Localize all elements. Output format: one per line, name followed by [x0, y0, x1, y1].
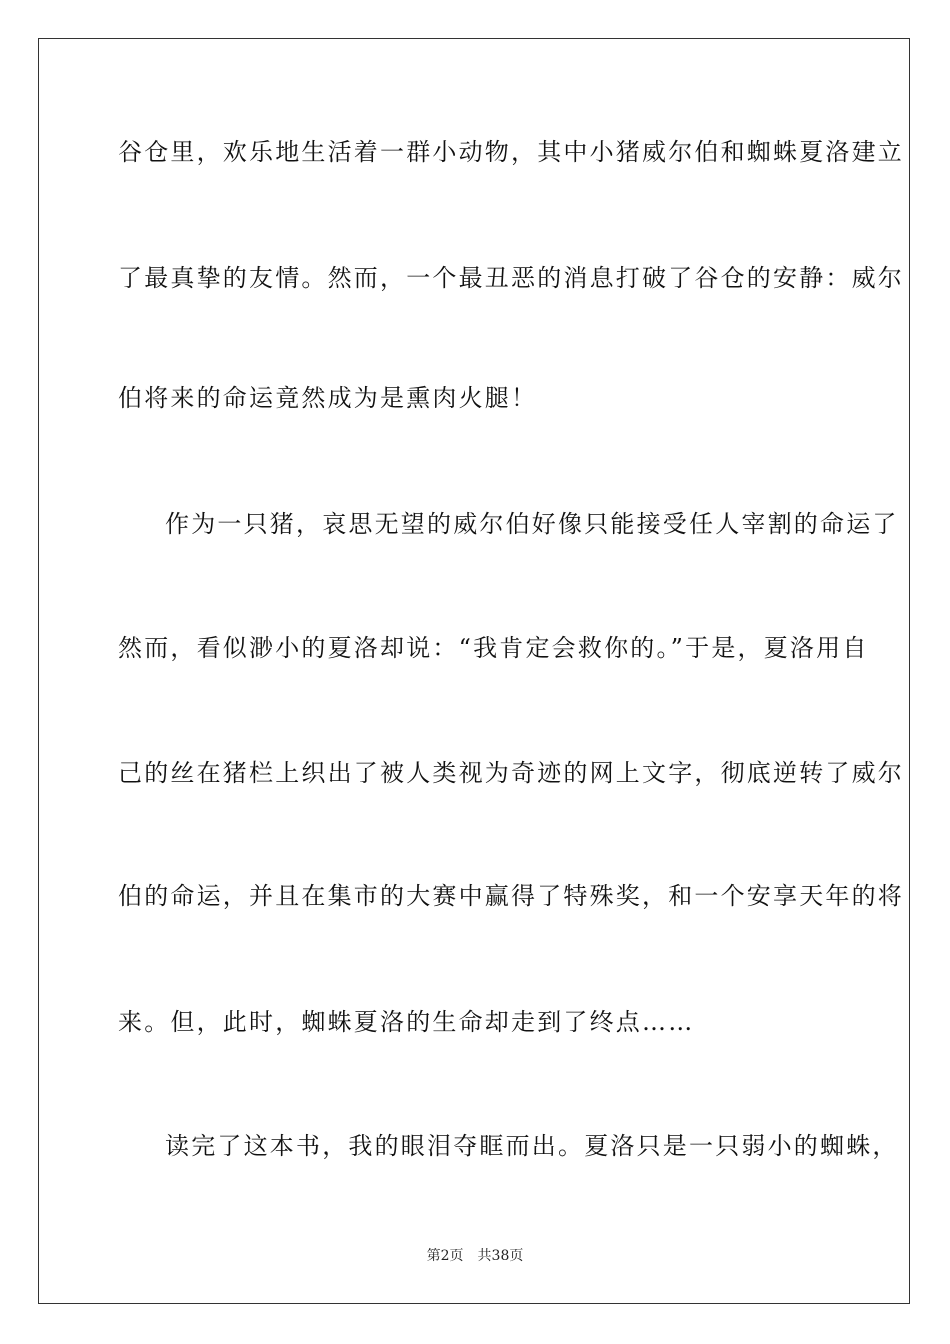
text-line-4: 作为一只猪，哀思无望的威尔伯好像只能接受任人宰割的命运了: [165, 510, 899, 538]
text-line-7: 伯的命运，并且在集市的大赛中赢得了特殊奖，和一个安享天年的将: [118, 882, 904, 910]
text-line-1: 谷仓里，欢乐地生活着一群小动物，其中小猪威尔伯和蜘蛛夏洛建立: [118, 138, 904, 166]
text-line-9: 读完了这本书，我的眼泪夺眶而出。夏洛只是一只弱小的蜘蛛，: [165, 1132, 899, 1160]
text-line-3: 伯将来的命运竟然成为是熏肉火腿！: [118, 384, 538, 412]
text-line-5: 然而，看似渺小的夏洛却说：“我肯定会救你的。”于是，夏洛用自: [118, 634, 869, 662]
page-frame: [38, 38, 910, 1304]
page-footer: [0, 1247, 950, 1265]
page-total: 共38页: [477, 1248, 524, 1264]
page-number: 第2页: [426, 1248, 464, 1264]
text-line-8: 来。但，此时，蜘蛛夏洛的生命却走到了终点……: [118, 1008, 695, 1036]
text-line-6: 己的丝在猪栏上织出了被人类视为奇迹的网上文字，彻底逆转了威尔: [118, 759, 904, 787]
text-line-2: 了最真挚的友情。然而，一个最丑恶的消息打破了谷仓的安静：威尔: [118, 264, 904, 292]
